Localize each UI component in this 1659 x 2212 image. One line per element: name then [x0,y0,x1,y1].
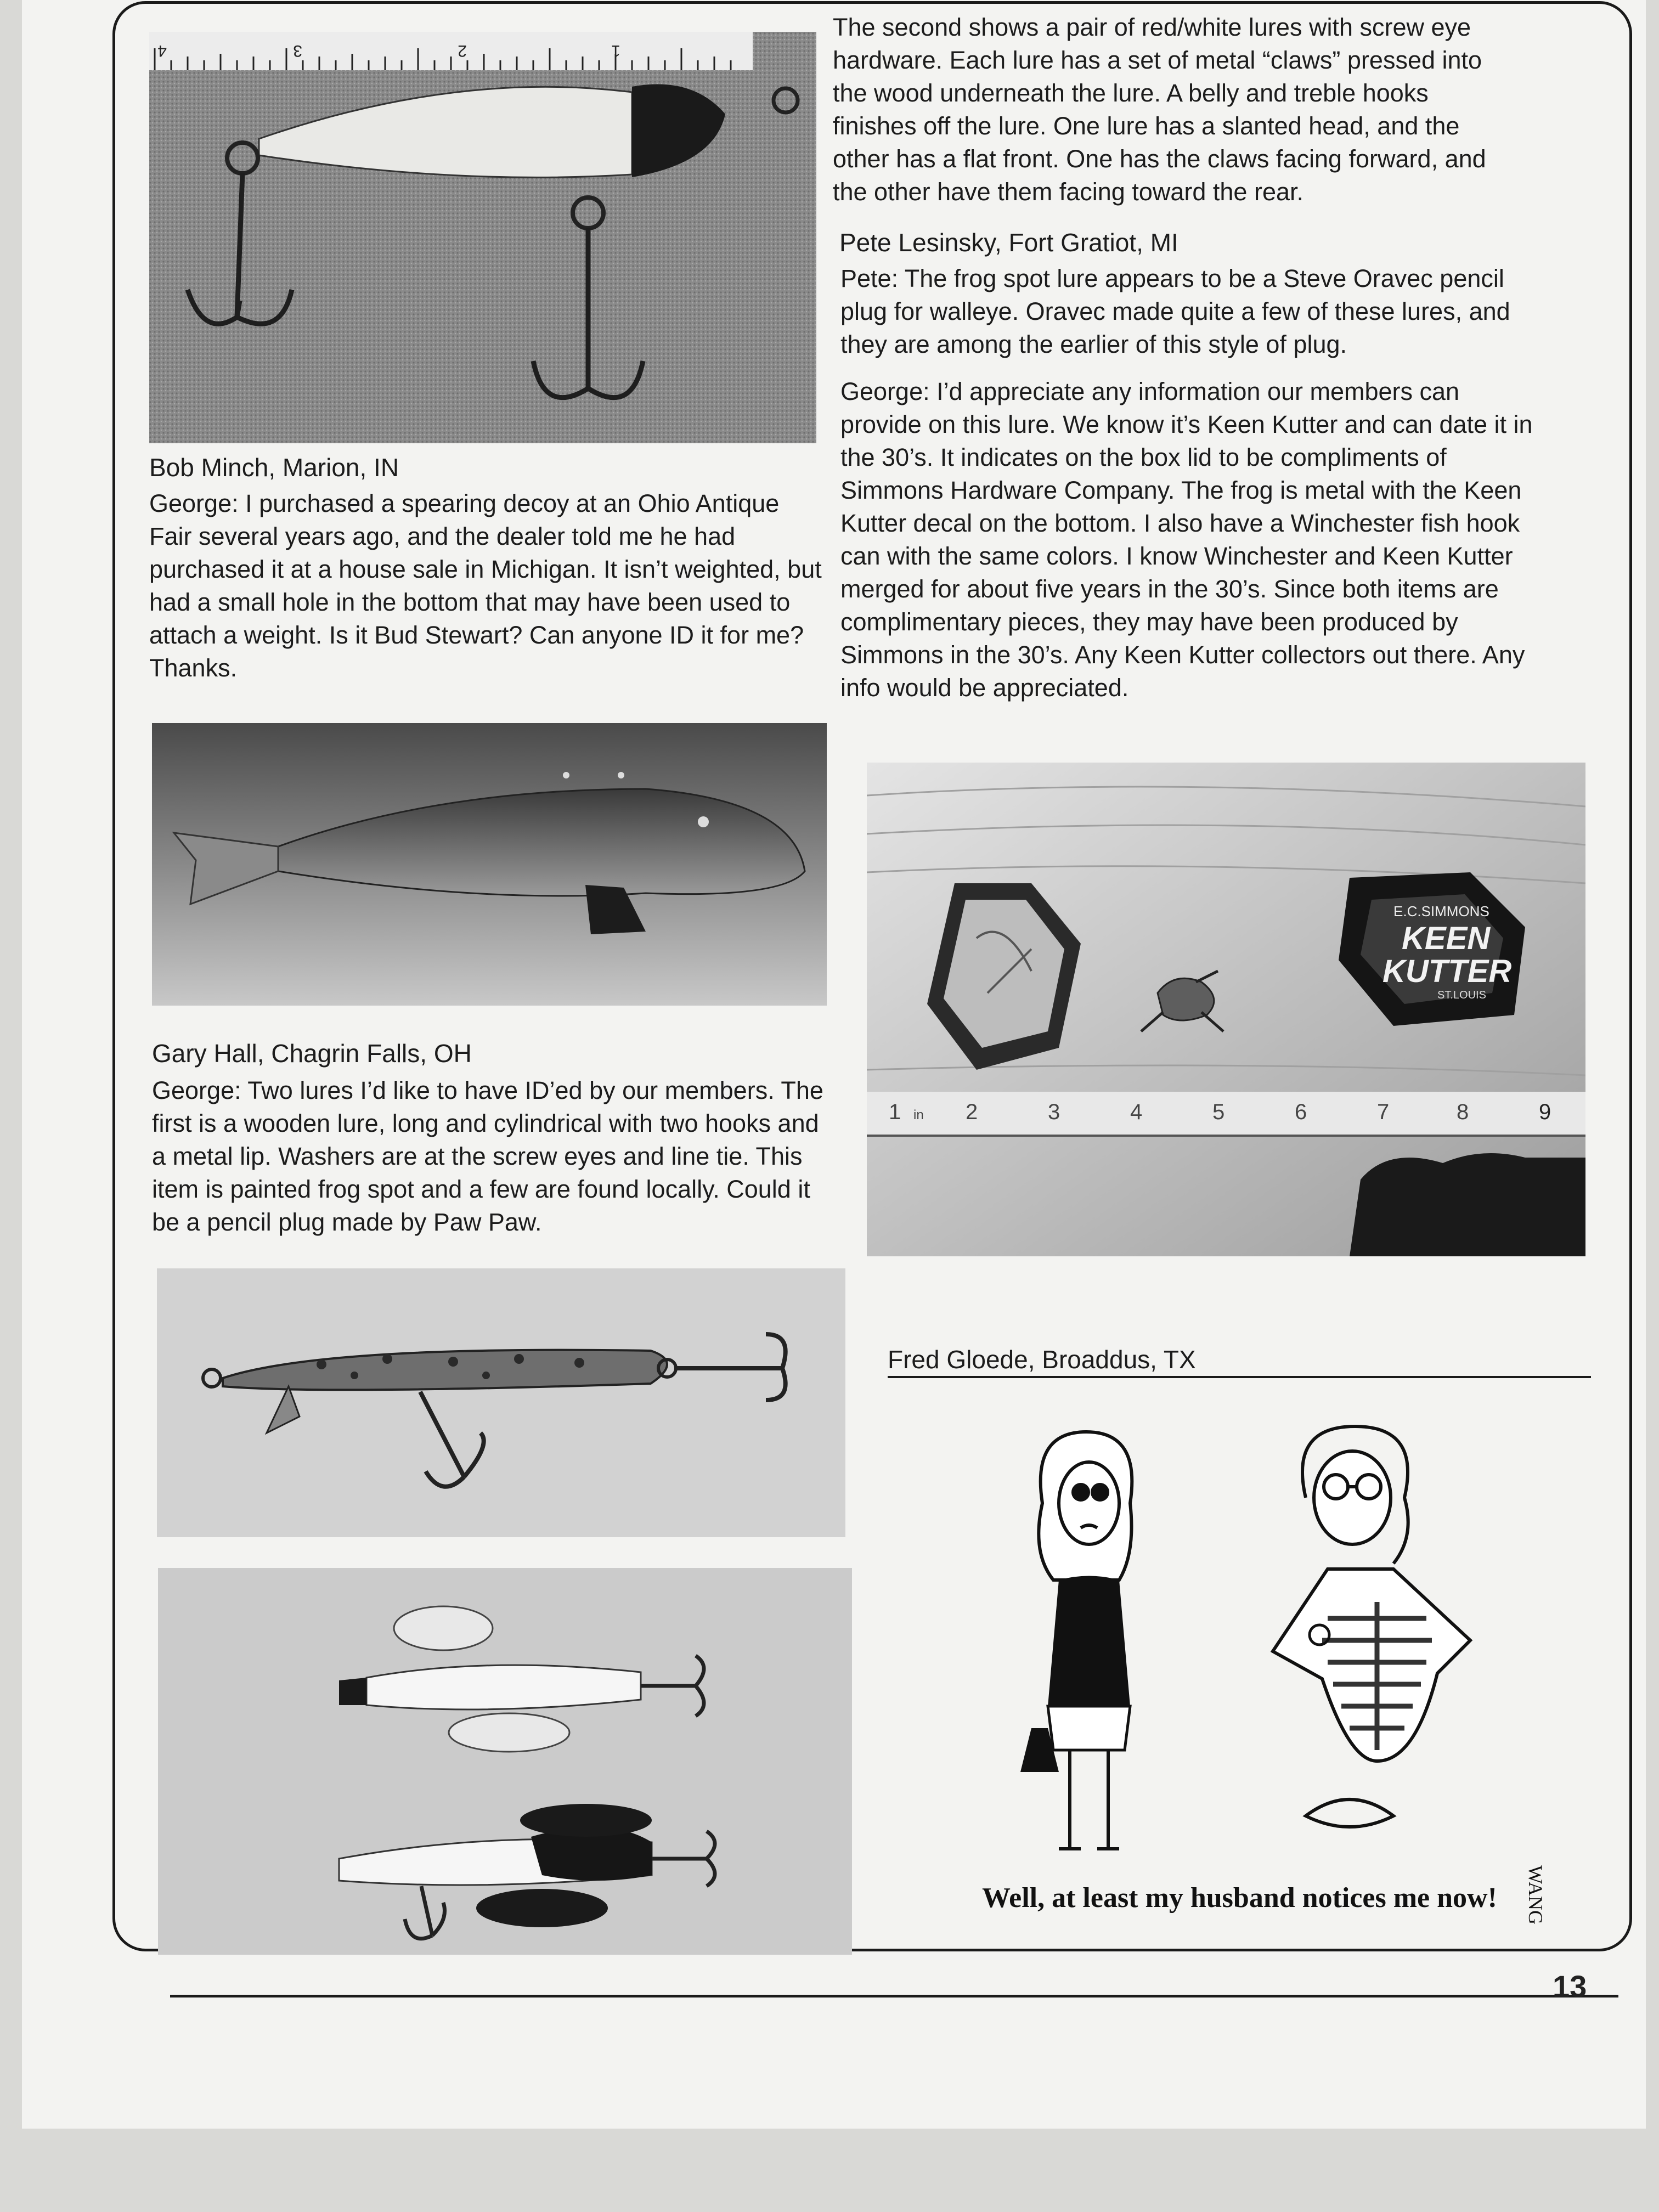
letter-body-pete-lesinsky-text: George: I’d appreciate any information our members can provide on this lure. We know it’s Keen Kutter and can date it in the 30’s. It indicates on the box lid to be compliments of Simmons Hardware Company. The frog is metal with the Keen Kutter decal on the bottom. I also have a Winchester fish hook can with the same colors. I know Winchester and Keen Kutter merged for about five years in the 30’s. Since both items are complimentary pieces, they may have been produced by Simmons in the 30’s. Any Keen Kutter collectors out there. Any info would be appreciated. [840,377,1533,702]
tape-unit-in: in [913,1108,924,1122]
magazine-page [22,0,1646,2129]
tape-number-7: 7 [1377,1100,1390,1124]
bottom-rule [170,1995,1618,1997]
tape-number-6: 6 [1295,1100,1307,1124]
tape-number-3: 3 [1048,1100,1060,1124]
tape-number-5: 5 [1212,1100,1225,1124]
reply-to-pete-text: Pete: The frog spot lure appears to be a Steve Oravec pencil plug for walleye. Oravec made quite a few of these lures, and they are among the earlier of this style of plug. [840,264,1510,358]
ruler-number-4: 4 [157,42,167,60]
photo-frog-spot-pencil-plug [157,1268,845,1537]
tin-brand-keen: KEEN [1402,921,1491,956]
ruler-number-1: 1 [611,42,620,60]
tape-number-2: 2 [966,1100,978,1124]
tape-number-9: 9 [1539,1100,1551,1124]
tape-number-8: 8 [1457,1100,1469,1124]
photo-keen-kutter-frog [867,763,1585,1256]
tin-brand-bottom: ST.LOUIS [1437,989,1486,1001]
page-number: 13 [1553,1969,1587,2004]
letter-body-bob-minch [149,487,824,699]
letter-author-bob-minch: Bob Minch, Marion, IN [149,453,399,482]
ruler-number-2: 2 [458,42,467,60]
cartoon-illustration [998,1421,1492,1871]
letter-author-fred-gloede: Fred Gloede, Broaddus, TX [888,1345,1196,1374]
photo-lure-with-ruler [149,32,816,443]
letter-author-gary-hall: Gary Hall, Chagrin Falls, OH [152,1039,472,1068]
tin-brand-kutter: KUTTER [1383,953,1512,989]
cartoon-divider [888,1376,1591,1378]
tape-number-4: 4 [1130,1100,1143,1124]
letter-body-pete-lesinsky [840,262,1533,719]
tin-brand-top: E.C.SIMMONS [1393,903,1489,919]
ruler-number-3: 3 [293,42,302,60]
letter-body-gary-hall [152,1074,838,1253]
photo-red-white-lures [158,1568,852,1955]
letter-body-bob-minch-text: George: I purchased a spearing decoy at an Ohio Antique Fair several years ago, and the dealer told me he had purchased it at a house sale in Michigan. It isn’t weighted, but had a small hole in the bottom that may have been used to attach a weight. Is it Bud Stewart? Can anyone ID it for me? Thanks. [149,489,822,682]
cartoon-signature: WANG [1525,1865,1547,1925]
cartoon-caption: Well, at least my husband notices me now! [982,1882,1497,1914]
letter-body-gary-hall-text: George: Two lures I’d like to have ID’ed by our members. The first is a wooden lure, long and cylindrical with two hooks and a metal lip. Washers are at the screw eyes and line tie. This item is painted frog spot and a few are found locally. Could it be a pencil plug made by Paw Paw. [152,1076,823,1236]
photo-spearing-decoy [152,723,827,1006]
letter-author-pete-lesinsky: Pete Lesinsky, Fort Gratiot, MI [839,228,1178,257]
right-column-intro-text: The second shows a pair of red/white lures with screw eye hardware. Each lure has a set of metal “claws” pressed into the wood underneath the lure. A belly and treble hooks finishes off the lure. One lure has a slanted head, and the other has a flat front. One has the claws facing forward, and the other have them facing toward the rear. [833,13,1486,206]
tape-number-1: 1 [889,1100,901,1124]
right-column-intro [833,11,1519,223]
